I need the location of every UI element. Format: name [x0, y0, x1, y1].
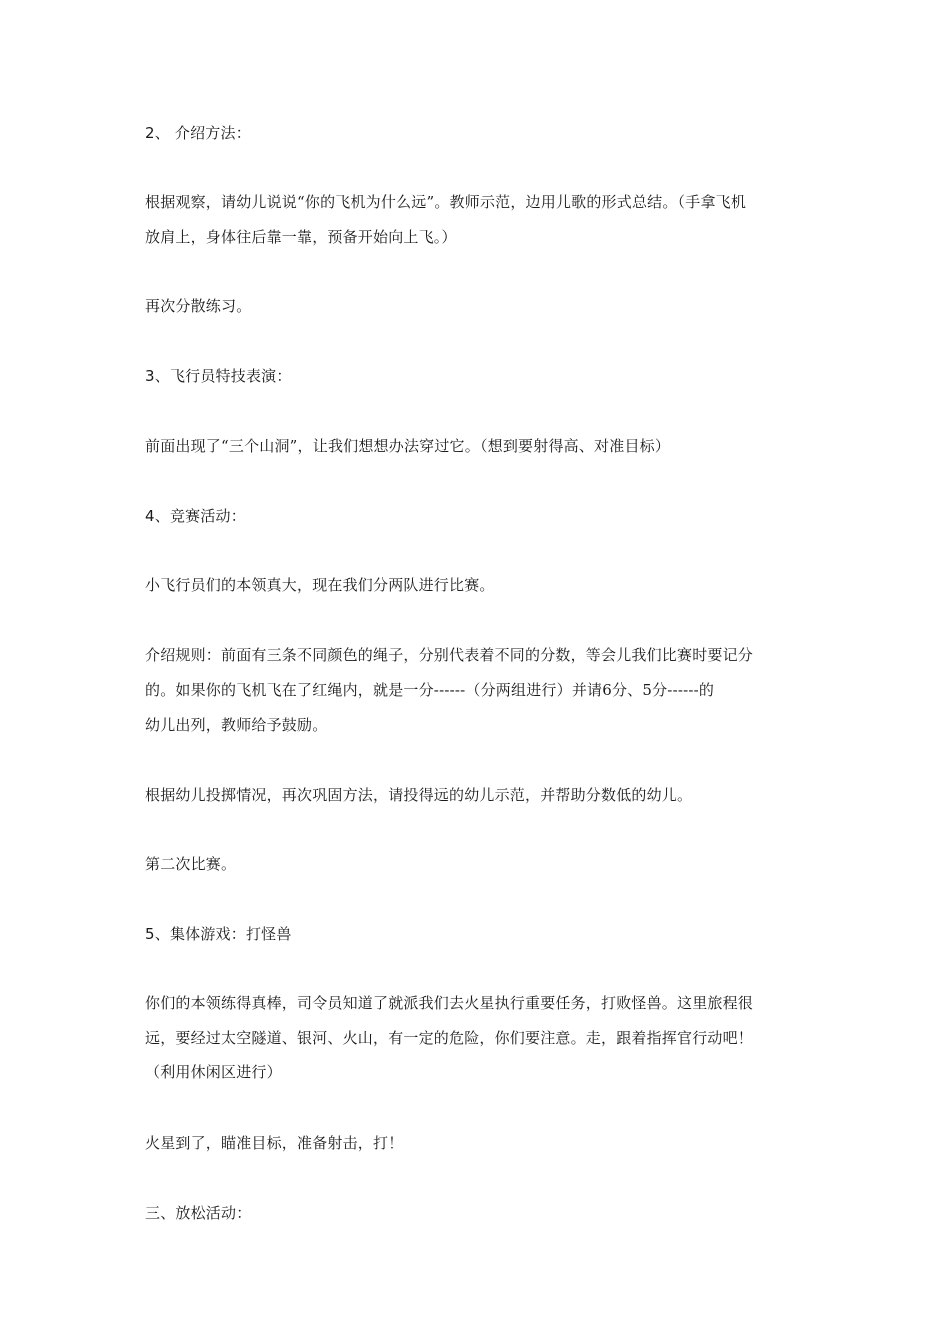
- paragraph-line: 介绍规则：前面有三条不同颜色的绳子，分别代表着不同的分数，等会儿我们比赛时要记分: [145, 646, 754, 664]
- paragraph-line: 根据幼儿投掷情况，再次巩固方法，请投得远的幼儿示范，并帮助分数低的幼儿。: [145, 786, 693, 804]
- paragraph-line: 第二次比赛。: [145, 855, 237, 873]
- paragraph-line: 前面出现了“三个山洞”，让我们想想办法穿过它。（想到要射得高、对准目标）: [145, 437, 671, 455]
- section-heading-introduce-method: 2、 介绍方法：: [145, 124, 251, 142]
- paragraph-line: 火星到了，瞄准目标，准备射击，打！: [145, 1134, 404, 1152]
- section-heading-competition: 4、竞赛活动：: [145, 507, 246, 525]
- paragraph-line: 根据观察，请幼儿说说“你的飞机为什么远”。教师示范，边用儿歌的形式总结。（手拿飞机: [145, 193, 747, 211]
- paragraph-line: 再次分散练习。: [145, 297, 252, 315]
- paragraph-line: 远，要经过太空隧道、银河、火山，有一定的危险，你们要注意。走，跟着指挥官行动吧！: [145, 1029, 754, 1047]
- paragraph-line: （利用休闲区进行）: [145, 1063, 282, 1081]
- paragraph-line: 放肩上，身体往后靠一靠，预备开始向上飞。）: [145, 228, 457, 246]
- section-heading-relaxation: 三、放松活动：: [145, 1204, 252, 1222]
- paragraph-line: 幼儿出列，教师给予鼓励。: [145, 716, 328, 734]
- paragraph-line: 你们的本领练得真棒，司令员知道了就派我们去火星执行重要任务，打败怪兽。这里旅程很: [145, 994, 754, 1012]
- section-heading-group-game: 5、集体游戏：打怪兽: [145, 925, 292, 943]
- paragraph-line: 的。如果你的飞机飞在了红绳内，就是一分------（分两组进行）并请6分、5分------的: [145, 681, 715, 699]
- section-heading-pilot-stunts: 3、飞行员特技表演：: [145, 367, 292, 385]
- paragraph-line: 小飞行员们的本领真大，现在我们分两队进行比赛。: [145, 576, 495, 594]
